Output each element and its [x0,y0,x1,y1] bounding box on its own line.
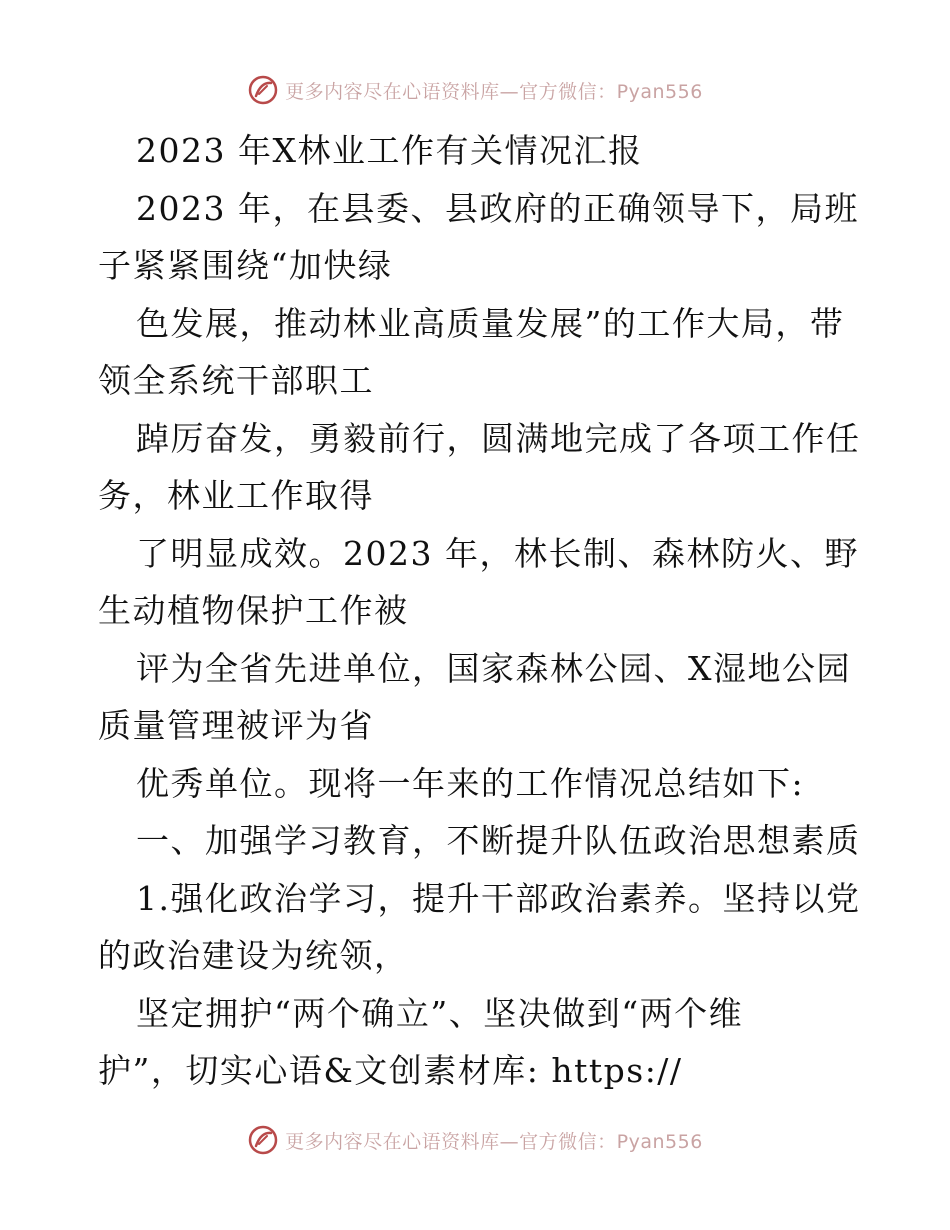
text-line: 护”，切实心语&文创素材库: https:// [98,1051,683,1090]
text-line: 一、加强学习教育，不断提升队伍政治思想素质 [136,821,861,860]
text-line: 子紧紧围绕“加快绿 [98,246,393,285]
text-line: 色发展，推动林业高质量发展”的工作大局，带 [136,303,845,343]
text-line: 务，林业工作取得 [98,476,374,515]
text-line: 的政治建设为统领， [98,936,409,975]
text-line: 2023 年X林业工作有关情况汇报 [136,131,643,170]
footer-watermark [0,1120,950,1160]
text-line: 优秀单位。现将一年来的工作情况总结如下: [136,763,805,803]
brand-logo-icon [247,1124,279,1156]
text-line: 生动植物保护工作被 [98,591,409,630]
text-line: 领全系统干部职工 [98,361,374,400]
text-line: 评为全省先进单位，国家森林公园、X湿地公园 [136,648,851,688]
brand-logo-icon [247,74,279,106]
document-body [98,122,861,1100]
text-line: 质量管理被评为省 [98,706,374,745]
text-line: 1.强化政治学习，提升干部政治素养。坚持以党 [136,878,861,918]
watermark-text: 更多内容尽在心语资料库—官方微信：Pyan556 [285,80,703,103]
watermark-text: 更多内容尽在心语资料库—官方微信：Pyan556 [285,1130,703,1153]
text-line: 踔厉奋发，勇毅前行，圆满地完成了各项工作任 [136,418,861,458]
text-line: 坚定拥护“两个确立”、坚决做到“两个维 [136,993,744,1033]
header-watermark [0,70,950,110]
text-line: 了明显成效。2023 年，林长制、森林防火、野 [136,533,859,573]
text-line: 2023 年，在县委、县政府的正确领导下，局班 [136,188,859,228]
